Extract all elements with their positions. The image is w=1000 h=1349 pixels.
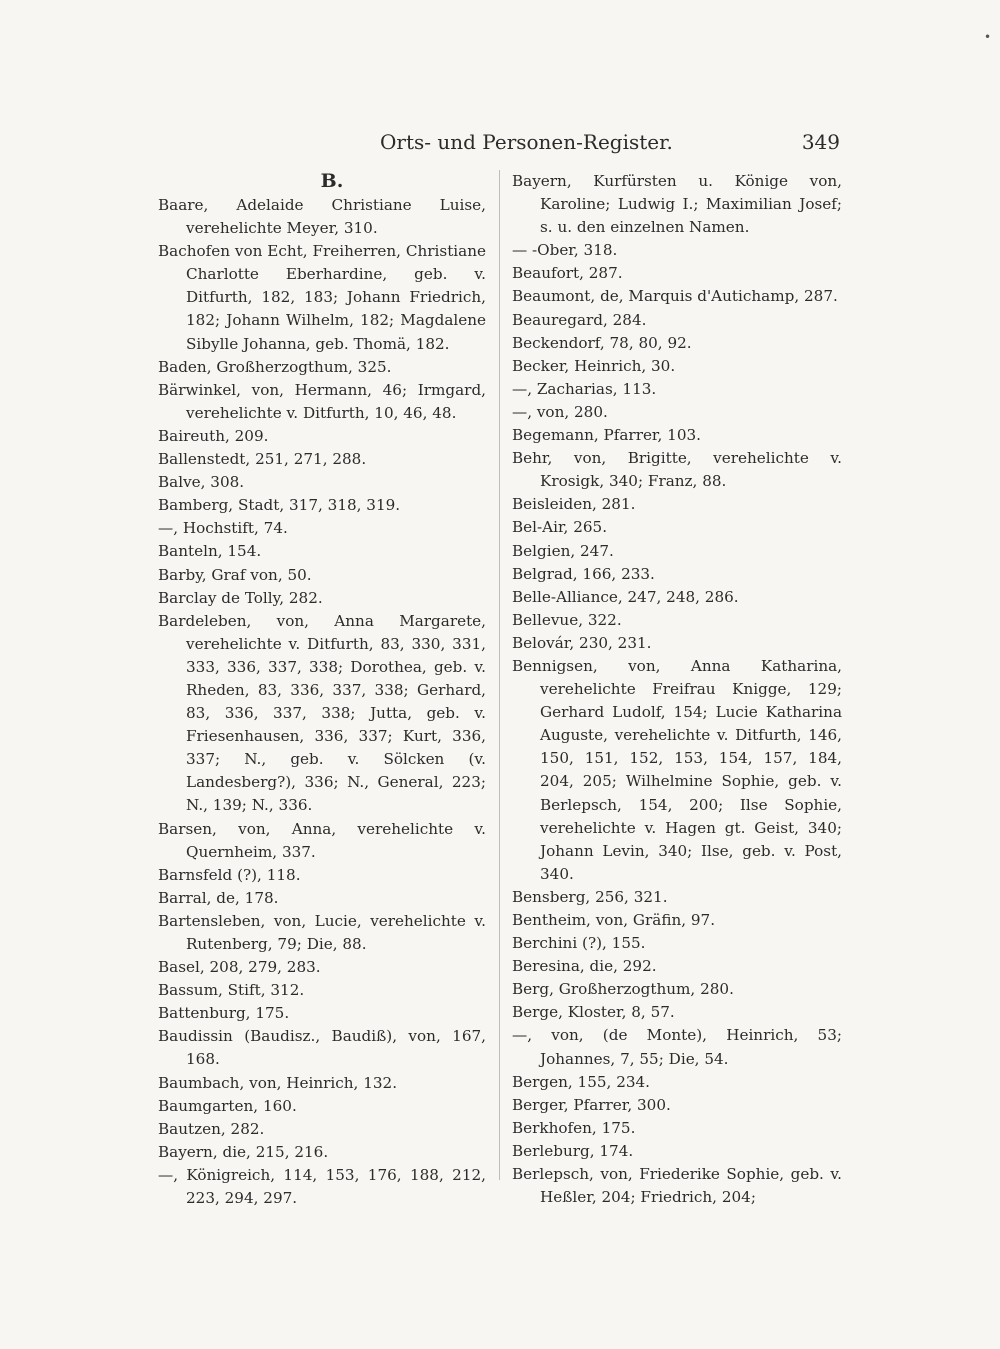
index-entry: Beresina, die, 292. [512,957,657,976]
index-entry: Berge, Kloster, 8, 57. [512,1003,675,1022]
index-entry: Barsen, von, Anna, verehelichte v. Quernheim, 337. [158,819,486,861]
page-header [380,130,840,160]
index-entry: Beaumont, de, Marquis d'Autichamp, 287. [512,287,838,306]
index-entry: Bergen, 155, 234. [512,1072,651,1091]
index-entry: Baare, Adelaide Christiane Luise, verehelichte Meyer, 310. [158,196,486,238]
index-entry: Baudissin (Baudisz., Baudiß), von, 167, 168. [158,1027,486,1069]
index-entry: Bardeleben, von, Anna Margarete, verehelichte v. Ditfurth, 83, 330, 331, 333, 336, 337, 338; Dorothea, geb. v. Rheden, 83, 336, 337, 338; Gerhard, 83, 336, 337, 338; Jutta, geb. v. Friesenhausen, 336, 337; Kurt, 336, 337; N., geb. v. Sölcken (v. Landesberg?), 336; N., General, 223; N., 139; N., 336. [158,611,486,815]
index-entry: Berchini (?), 155. [512,934,646,953]
index-entry: Beisleiden, 281. [512,495,636,514]
index-entry: Basel, 208, 279, 283. [158,958,321,977]
index-entry: Barby, Graf von, 50. [158,565,312,584]
index-entry: Beckendorf, 78, 80, 92. [512,333,692,352]
index-entry: Bartensleben, von, Lucie, verehelichte v. Rutenberg, 79; Die, 88. [158,911,486,953]
index-entry: Begemann, Pfarrer, 103. [512,426,701,445]
index-entry: Bamberg, Stadt, 317, 318, 319. [158,496,401,515]
right-column [512,170,842,1209]
left-column [158,168,486,1210]
index-entry: Bautzen, 282. [158,1119,265,1138]
index-entry: Ballenstedt, 251, 271, 288. [158,450,367,469]
running-title: Orts- und Personen-Register. [380,130,673,154]
index-entry: Belle-Alliance, 247, 248, 286. [512,587,739,606]
index-entry: Berg, Großherzogthum, 280. [512,980,734,999]
index-entry: Beauregard, 284. [512,310,647,329]
index-entry: —, von, (de Monte), Heinrich, 53; Johannes, 7, 55; Die, 54. [512,1026,842,1068]
page-number: 349 [801,130,840,154]
index-entry: Balve, 308. [158,473,245,492]
index-entry: Berger, Pfarrer, 300. [512,1095,671,1114]
index-entry: Barral, de, 178. [158,888,279,907]
index-entry: Beaufort, 287. [512,264,623,283]
index-entry: Berkhofen, 175. [512,1118,636,1137]
index-entry: —, Zacharias, 113. [512,379,657,398]
index-entry: Bel-Air, 265. [512,518,608,537]
index-entry: Bachofen von Echt, Freiherren, Christiane Charlotte Eberhardine, geb. v. Ditfurth, 182, 183; Johann Friedrich, 182; Johann Wilhelm, 182; Magdalene Sibylle Johanna, geb. Thomä, 182. [158,242,486,353]
index-entry: Battenburg, 175. [158,1004,290,1023]
index-entry: Belgien, 247. [512,541,614,560]
index-entry: Bellevue, 322. [512,610,622,629]
index-entry: Baumbach, von, Heinrich, 132. [158,1073,398,1092]
index-entry: Banteln, 154. [158,542,262,561]
corner-mark: • [984,30,992,44]
index-entry: Barclay de Tolly, 282. [158,588,323,607]
section-letter: B. [320,170,344,192]
index-entry: Bennigsen, von, Anna Katharina, verehelichte Freifrau Knigge, 129; Gerhard Ludolf, 154; Lucie Katharina Auguste, verehelichte v. Ditfurth, 146, 150, 151, 152, 153, 154, 157, 184, 204, 205; Wilhelmine Sophie, geb. v. Berlepsch, 154, 200; Ilse Sophie, verehelichte v. Hagen gt. Geist, 340; Johann Levin, 340; Ilse, geb. v. Post, 340. [512,656,842,883]
column-divider [499,170,500,1180]
index-entry: Bensberg, 256, 321. [512,887,668,906]
index-entry: Bayern, die, 215, 216. [158,1142,329,1161]
index-entry: Baumgarten, 160. [158,1096,297,1115]
index-entry: Baireuth, 209. [158,426,269,445]
index-entry: Behr, von, Brigitte, verehelichte v. Krosigk, 340; Franz, 88. [512,449,842,491]
index-entry: Bärwinkel, von, Hermann, 46; Irmgard, verehelichte v. Ditfurth, 10, 46, 48. [158,380,486,422]
index-entry: Baden, Großherzogthum, 325. [158,357,392,376]
index-entry: Berleburg, 174. [512,1141,634,1160]
index-entry: Becker, Heinrich, 30. [512,356,676,375]
index-entry: —, von, 280. [512,402,608,421]
index-entry: Bassum, Stift, 312. [158,981,305,1000]
index-entry: Bayern, Kurfürsten u. Könige von, Karoline; Ludwig I.; Maximilian Josef; s. u. den einzelnen Namen. [512,172,842,237]
index-entry: —, Königreich, 114, 153, 176, 188, 212, 223, 294, 297. [158,1165,486,1208]
index-entry: —, Hochstift, 74. [158,519,288,538]
index-entry: — -Ober, 318. [512,241,618,260]
index-entry: Belovár, 230, 231. [512,633,652,652]
index-entry: Berlepsch, von, Friederike Sophie, geb. v. Heßler, 204; Friedrich, 204; [512,1165,842,1207]
index-entry: Belgrad, 166, 233. [512,564,655,583]
index-entry: Bentheim, von, Gräfin, 97. [512,911,716,929]
index-entry: Barnsfeld (?), 118. [158,865,301,884]
